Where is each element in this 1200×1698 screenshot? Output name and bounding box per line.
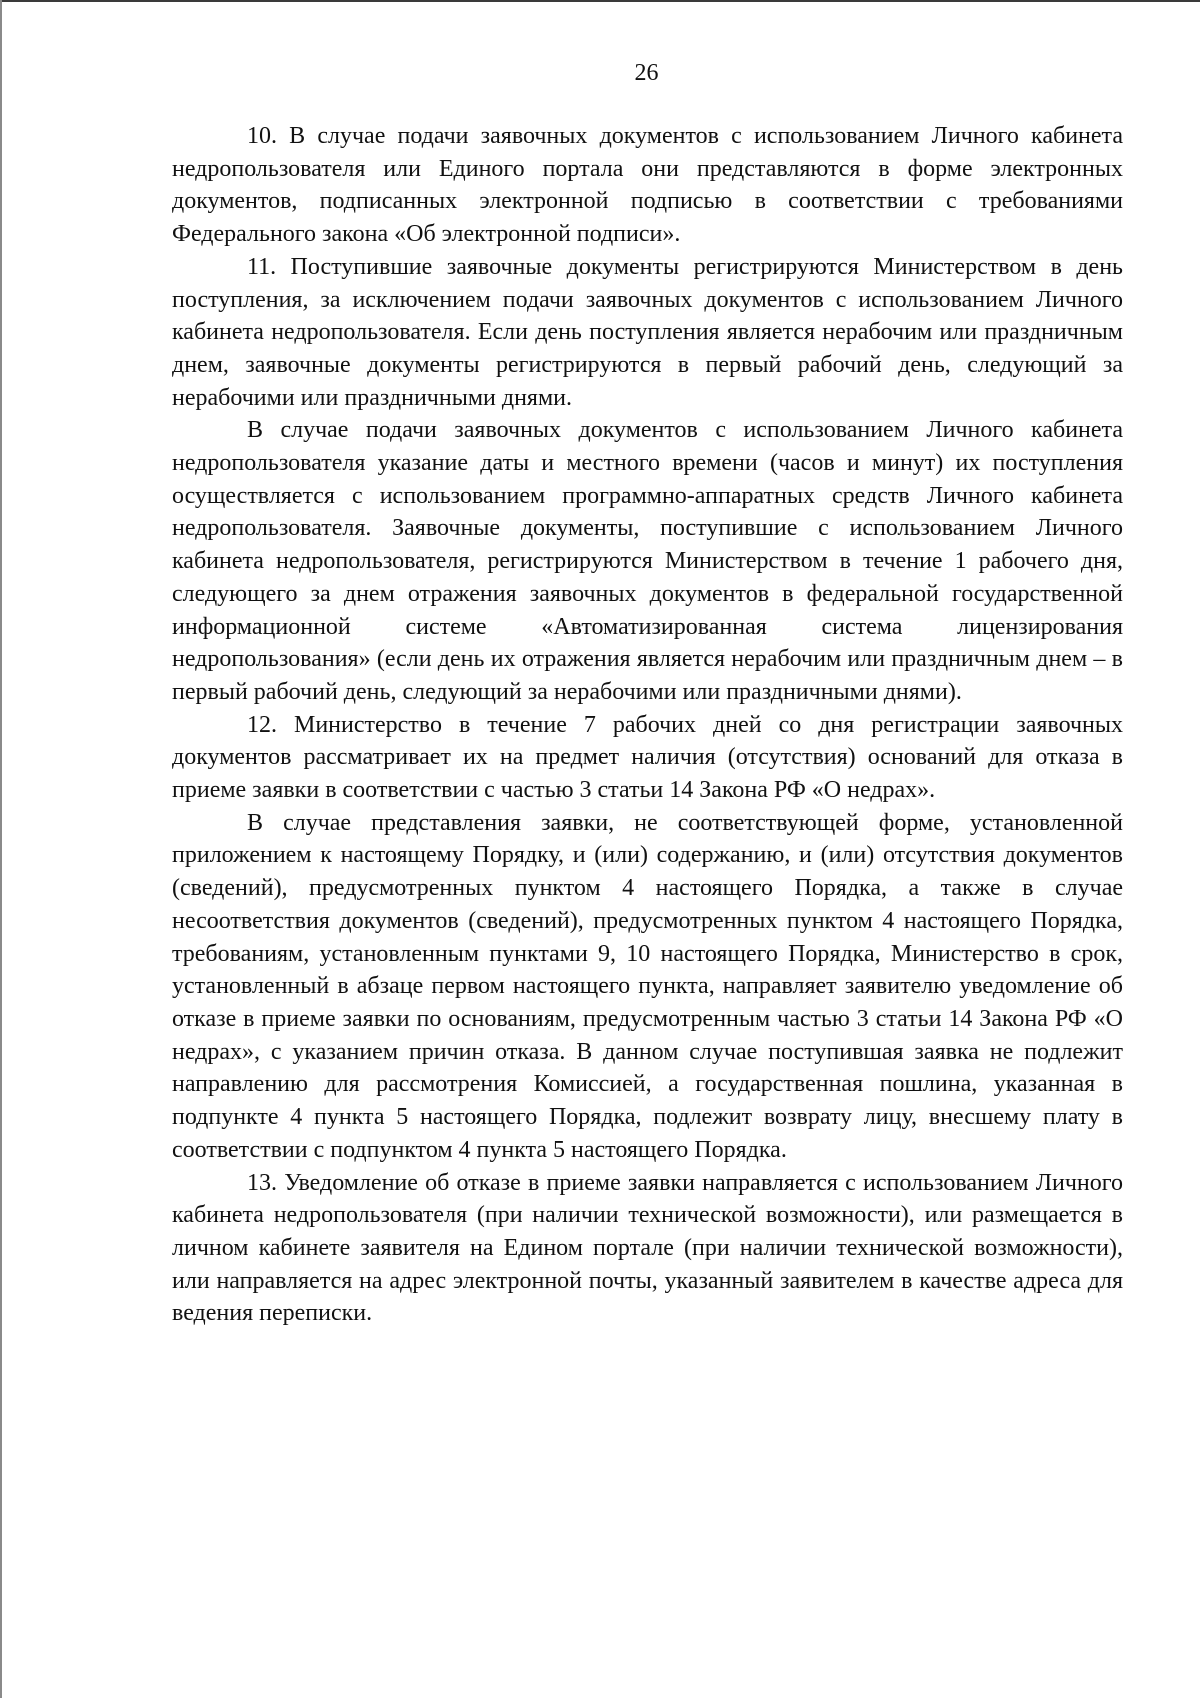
paragraph-12-continued: В случае представления заявки, не соответствующей форме, установленной приложением к настоящему Порядку, и (или) содержанию, и (или) отсутствия документов (сведений), предусмотренных пунктом 4 настоящего Порядка, а также в случае несоответствия документов (сведений), предусмотренных пунктом 4 настоящего Порядка, требованиям, установленным пунктами 9, 10 настоящего Порядка, Министерство в срок, установленный в абзаце первом настоящего пункта, направляет заявителю уведомление об отказе в приеме заявки по основаниям, предусмотренным частью 3 статьи 14 Закона РФ «О недрах», с указанием причин отказа. В данном случае поступившая заявка не подлежит направлению для рассмотрения Комиссией, а государственная пошлина, указанная в подпункте 4 пункта 5 настоящего Порядка, подлежит возврату лицу, внесшему плату в соответствии с подпунктом 4 пункта 5 настоящего Порядка. xyxy=(172,809,1123,1163)
page-number: 26 xyxy=(634,60,659,86)
paragraph-11-continued: В случае подачи заявочных документов с использованием Личного кабинета недропользователя указание даты и местного времени (часов и минут) их поступления осуществляется с использованием программно-аппаратных средств Личного кабинета недропользователя. Заявочные документы, поступившие с использованием Личного кабинета недропользователя, регистрируются Министерством в течение 1 рабочего дня, следующего за днем отражения заявочных документов в федеральной государственной информационной системе «Автоматизированная система лицензирования недропользования» (если день их отражения является нерабочим или праздничным днем – в первый рабочий день, следующий за нерабочими или праздничными днями). xyxy=(172,417,1123,705)
document-body xyxy=(172,120,1123,1330)
paragraph-12: 12. Министерство в течение 7 рабочих дней со дня регистрации заявочных документов рассматривает их на предмет наличия (отсутствия) оснований для отказа в приеме заявки в соответствии с частью 3 статьи 14 Закона РФ «О недрах». xyxy=(172,711,1123,804)
paragraph-10: 10. В случае подачи заявочных документов с использованием Личного кабинета недропользователя или Единого портала они представляются в форме электронных документов, подписанных электронной подписью в соответствии с требованиями Федерального закона «Об электронной подписи». xyxy=(172,123,1123,248)
paragraph-11: 11. Поступившие заявочные документы регистрируются Министерством в день поступления, за исключением подачи заявочных документов с использованием Личного кабинета недропользователя. Если день поступления является нерабочим или праздничным днем, заявочные документы регистрируются в первый рабочий день, следующий за нерабочими или праздничными днями. xyxy=(172,253,1123,411)
scan-edge-top xyxy=(0,0,1200,2)
scan-edge-left xyxy=(0,0,2,1698)
paragraph-13: 13. Уведомление об отказе в приеме заявки направляется с использованием Личного кабинета недропользователя (при наличии технической возможности), или размещается в личном кабинете заявителя на Едином портале (при наличии технической возможности), или направляется на адрес электронной почты, указанный заявителем в качестве адреса для ведения переписки. xyxy=(172,1169,1123,1327)
